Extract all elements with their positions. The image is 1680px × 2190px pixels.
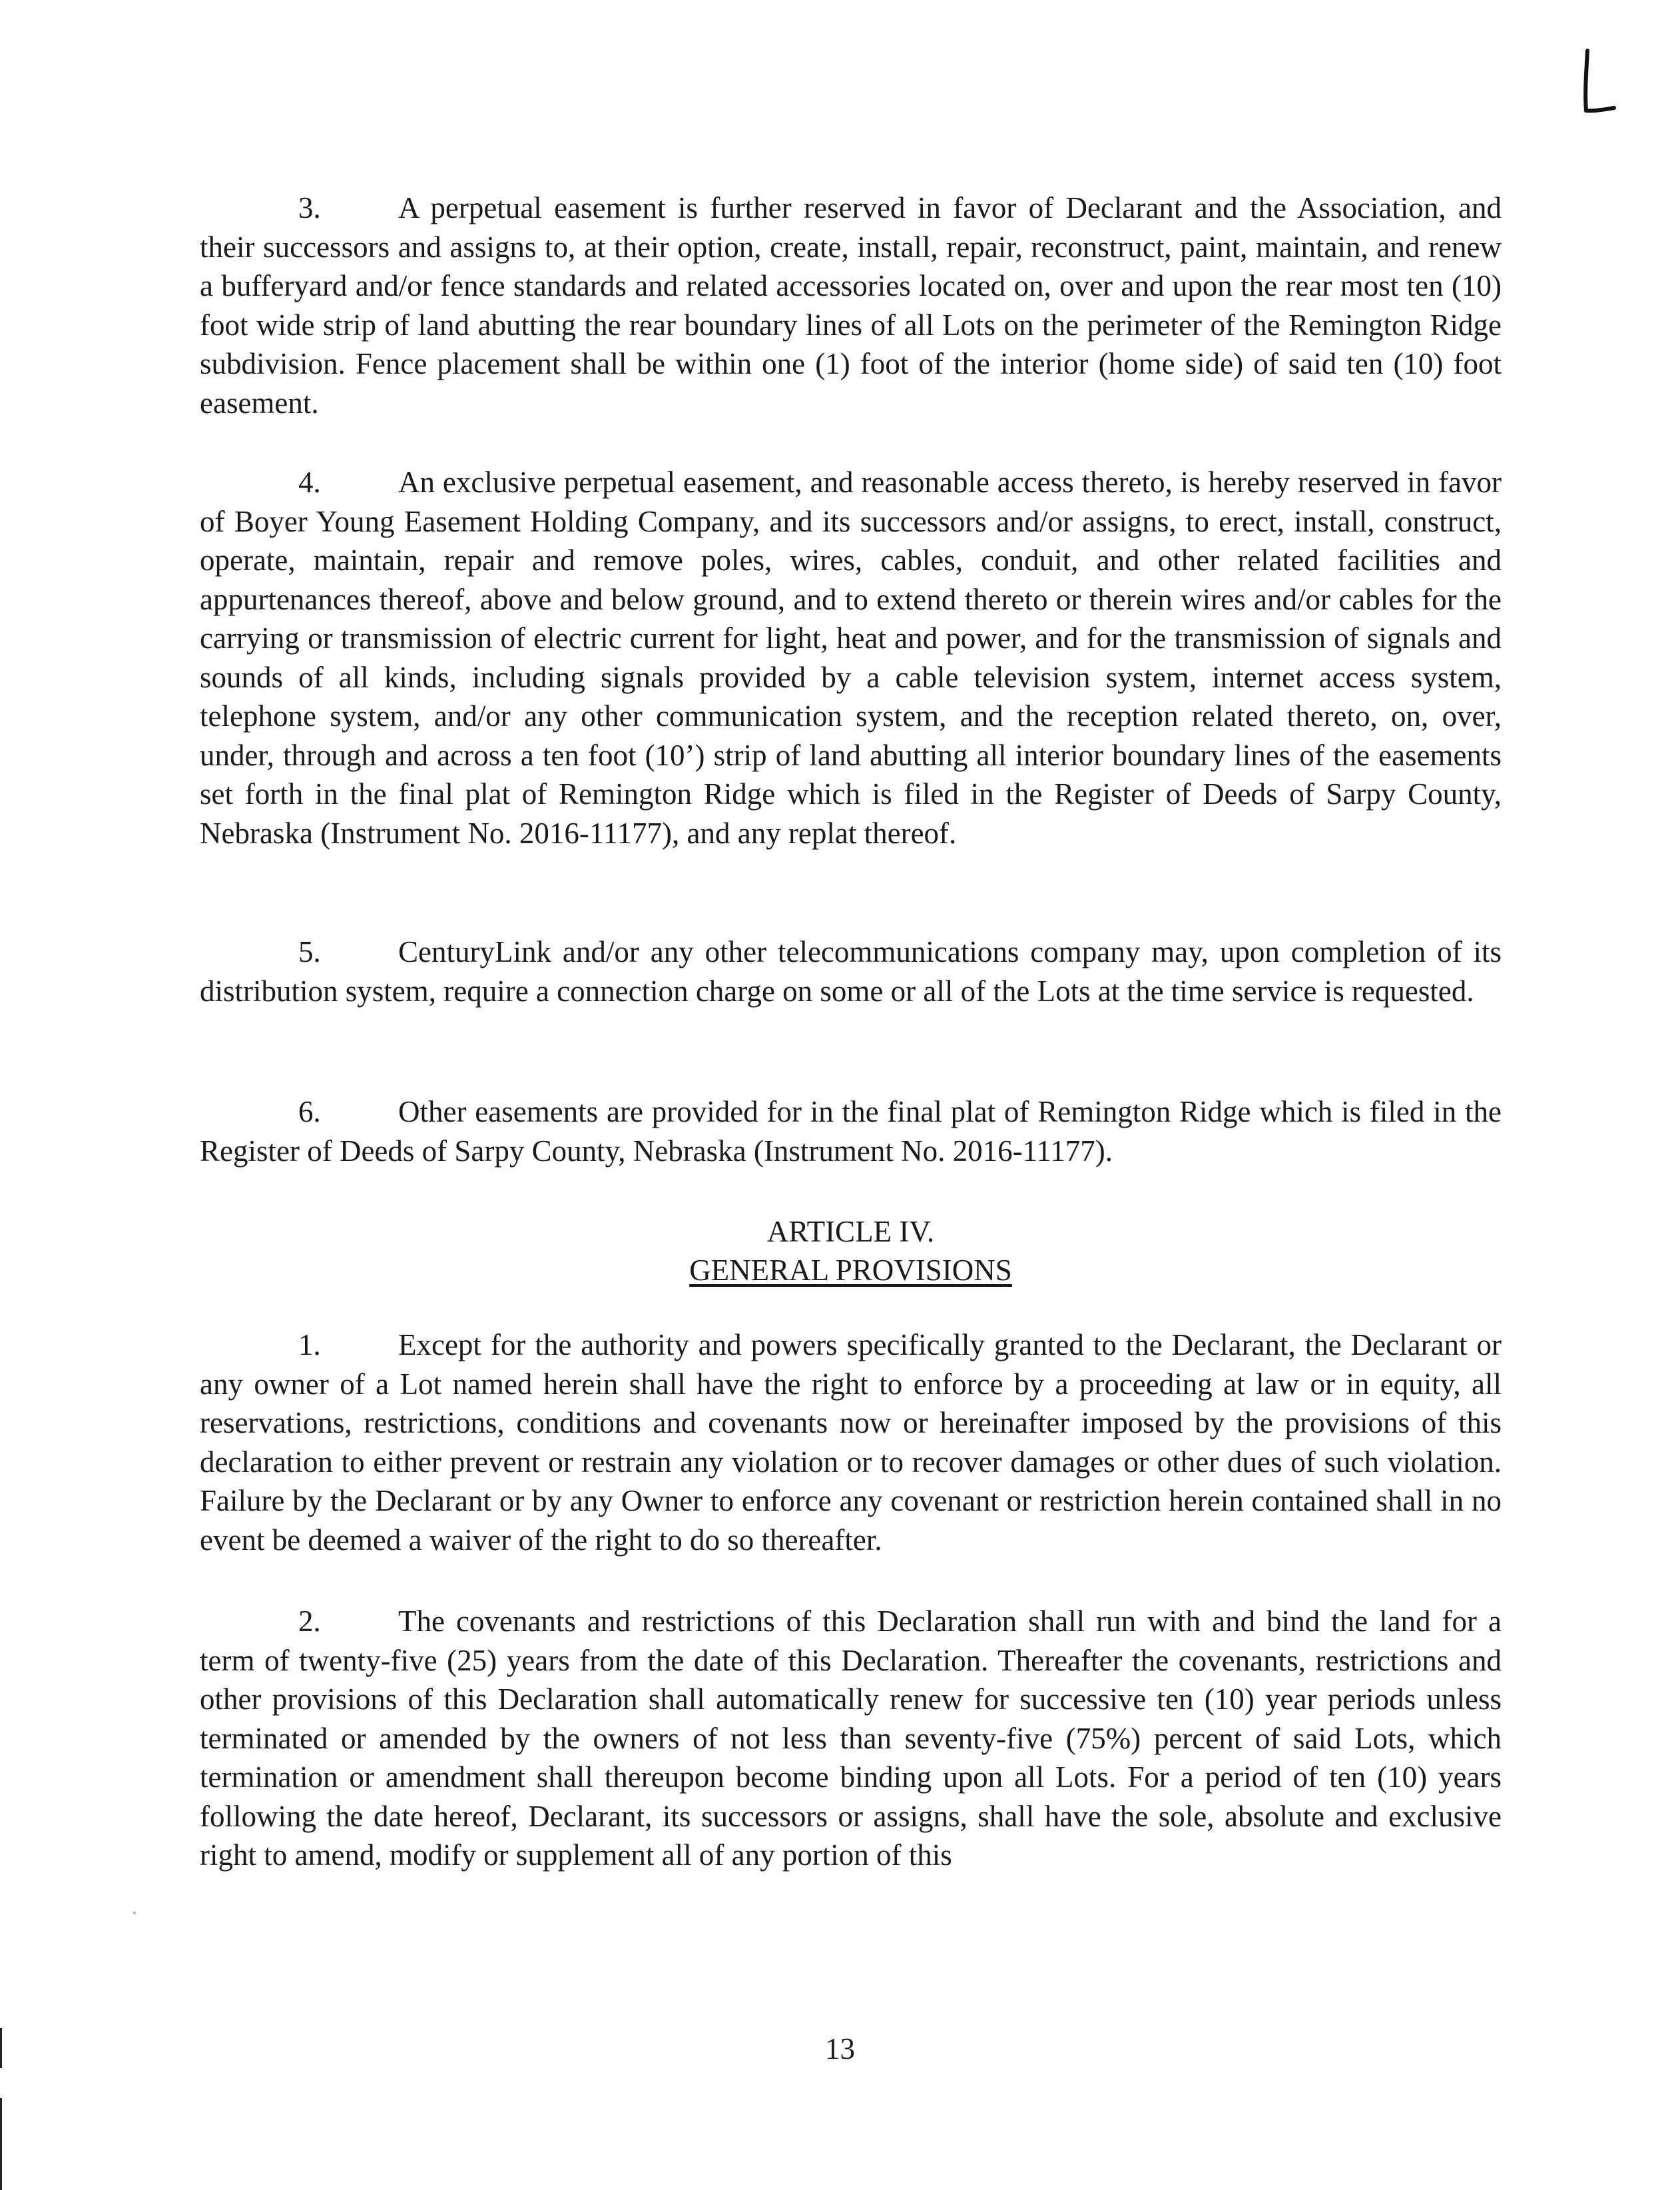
paragraph-text: A perpetual easement is further reserved in favor of Declarant and the Association, and their successors and assigns to, at their option, create, install, repair, reconstruct, paint, maintain, and renew a bufferyard and/or fence standards and related accessories located on, over and upon the rear most ten (10) foot wide strip of land abutting the rear boundary lines of all Lots on the perimeter of the Remington Ridge subdivision. Fence placement shall be within one (1) foot of the interior (home side) of said ten (10) foot easement.	[200, 191, 1502, 420]
paragraph-number: 5.	[298, 935, 321, 968]
provision-paragraph-2	[200, 1602, 1502, 1875]
paragraph-number: 1.	[298, 1328, 321, 1361]
easement-paragraph-4	[200, 463, 1502, 853]
easement-paragraph-6	[200, 1092, 1502, 1170]
easement-paragraph-3	[200, 188, 1502, 422]
provision-paragraph-1	[200, 1325, 1502, 1559]
paragraph-number: 6.	[298, 1095, 321, 1128]
paragraph-text: Other easements are provided for in the final plat of Remington Ridge which is filed in the Register of Deeds of Sarpy County, Nebraska (Instrument No. 2016-11177).	[200, 1095, 1502, 1168]
article-subtitle: GENERAL PROVISIONS	[689, 1254, 1012, 1287]
paragraph-text: Except for the authority and powers specifically granted to the Declarant, the Declarant or any owner of a Lot named herein shall have the right to enforce by a proceeding at law or in equity, all reservations, restrictions, conditions and covenants now or hereinafter imposed by the provisions of this declaration to either prevent or restrain any violation or to recover damages or other dues of such violation. Failure by the Declarant or by any Owner to enforce any covenant or restriction herein contained shall in no event be deemed a waiver of the right to do so thereafter.	[200, 1328, 1502, 1557]
paragraph-number: 4.	[298, 466, 321, 499]
easement-paragraph-5	[200, 932, 1502, 1010]
paragraph-text: The covenants and restrictions of this Declaration shall run with and bind the land for a term of twenty-five (25) years from the date of this Declaration. Thereafter the covenants, restrictions and other provisions of this Declaration shall automatically renew for successive ten (10) year periods unless terminated or amended by the owners of not less than seventy-five (75%) percent of said Lots, which termination or amendment shall thereupon become binding upon all Lots. For a period of ten (10) years following the date hereof, Declarant, its successors or assigns, shall have the sole, absolute and exclusive right to amend, modify or supplement all of any portion of this	[200, 1605, 1502, 1872]
scan-edge-mark	[0, 2028, 2, 2068]
article-title: ARTICLE IV.	[766, 1215, 935, 1248]
handwritten-mark	[1578, 47, 1618, 120]
paragraph-number: 3.	[298, 191, 321, 224]
paragraph-number: 2.	[298, 1605, 321, 1638]
paragraph-text: An exclusive perpetual easement, and reasonable access thereto, is hereby reserved in favor of Boyer Young Easement Holding Company, and its successors and/or assigns, to erect, install, construct, operate, maintain, repair and remove poles, wires, cables, conduit, and other related facilities and appurtenances thereof, above and below ground, and to extend thereto or therein wires and/or cables for the carrying or transmission of electric current for light, heat and power, and for the transmission of signals and sounds of all kinds, including signals provided by a cable television system, internet access system, telephone system, and/or any other communication system, and the reception related thereto, on, over, under, through and across a ten foot (10’) strip of land abutting all interior boundary lines of the easements set forth in the final plat of Remington Ridge which is filed in the Register of Deeds of Sarpy County, Nebraska (Instrument No. 2016-11177), and any replat thereof.	[200, 466, 1502, 850]
scan-edge-mark	[0, 2098, 2, 2190]
scan-artifact-dot	[133, 1912, 136, 1914]
page-number: 13	[825, 2032, 855, 2065]
paragraph-text: CenturyLink and/or any other telecommunications company may, upon completion of its distribution system, require a connection charge on some or all of the Lots at the time service is requested.	[200, 935, 1502, 1008]
